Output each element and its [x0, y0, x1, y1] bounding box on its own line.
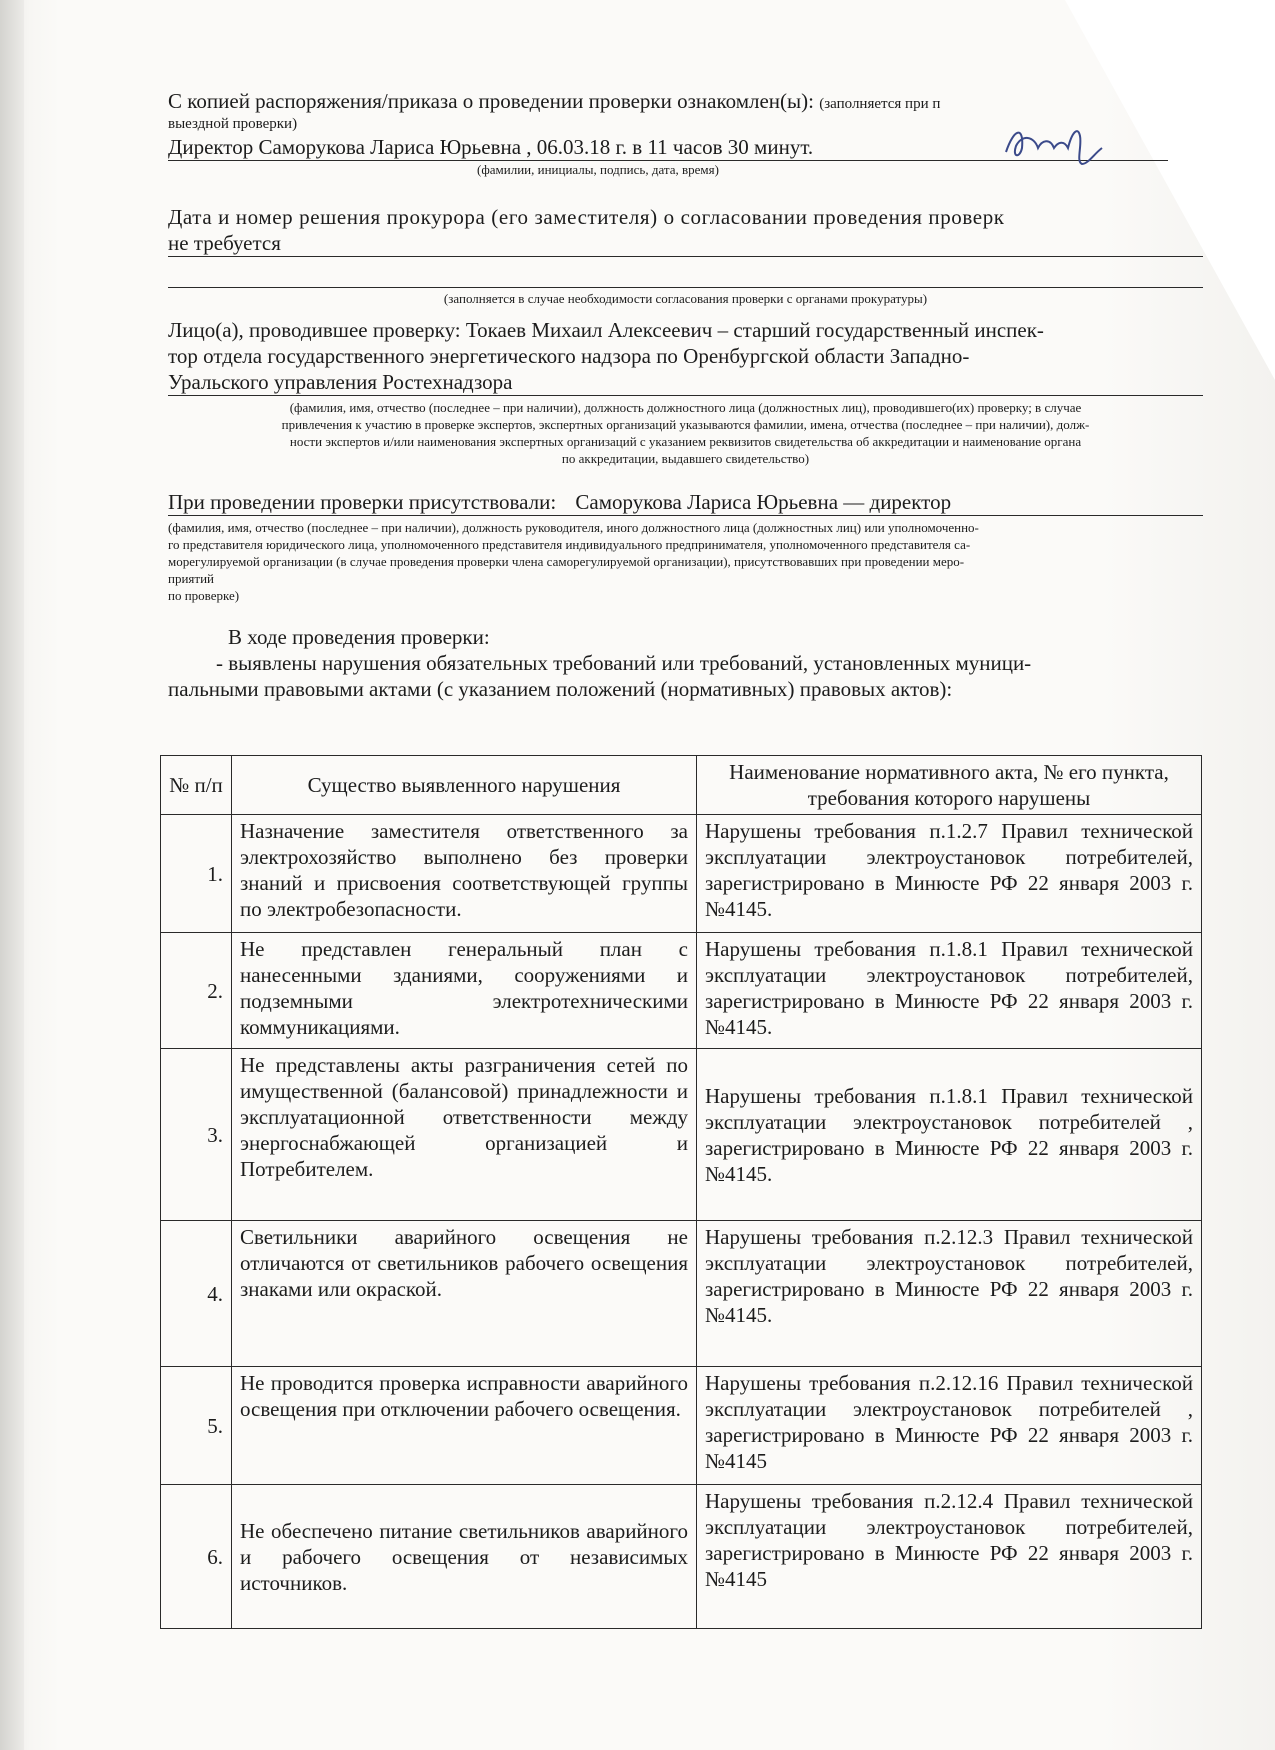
familiarized-caption: (фамилии, инициалы, подпись, дата, время) [477, 162, 719, 177]
findings-line-2: пальными правовыми актами (с указанием положений (нормативных) правовых актов): [168, 677, 953, 701]
familiarized-section [168, 88, 1203, 178]
row-num: 5. [161, 1367, 232, 1485]
row-desc: Светильники аварийного освещения не отличаются от светильников рабочего освещения знаками или окраской. [232, 1221, 697, 1367]
inspector-line-2: тор отдела государственного энергетического надзора по Оренбургской области Западно- [168, 344, 970, 368]
row-act: Нарушены требования п.2.12.16 Правил технической эксплуатации электроустановок потребителей , зарегистрировано в Минюсте РФ 22 января 2003 г. №4145 [697, 1367, 1202, 1485]
familiarized-note-end: выездной проверки) [168, 116, 298, 132]
table-row [161, 1221, 1202, 1367]
violations-table [160, 755, 1202, 1629]
findings-line-1: - выявлены нарушения обязательных требований или требований, установленных муници- [216, 651, 1032, 675]
row-act: Нарушены требования п.1.8.1 Правил технической эксплуатации электроустановок потребителей , зарегистрировано в Минюсте РФ 22 января 2003 г. №4145. [697, 1049, 1202, 1221]
findings-intro: В ходе проведения проверки: [228, 625, 490, 649]
row-desc: Назначение заместителя ответственного за электрохозяйство выполнено без проверки знаний и присвоения соответствующей группы по электробезопасности. [232, 815, 697, 933]
header-num: № п/п [161, 756, 232, 815]
familiarized-label: С копией распоряжения/приказа о проведении проверки ознакомлен(ы): [168, 89, 814, 113]
row-desc: Не проводится проверка исправности аварийного освещения при отключении рабочего освещения. [232, 1367, 697, 1485]
row-desc: Не обеспечено питание светильников аварийного и рабочего освещения от независимых источников. [232, 1485, 697, 1629]
present-caption-3: морегулируемой организации (в случае проведения проверки члена саморегулируемой организации), присутствовавших при проведении меро- [168, 554, 965, 569]
row-num: 4. [161, 1221, 232, 1367]
signature-mark [998, 118, 1108, 170]
prosecutor-section [168, 204, 1203, 307]
row-num: 2. [161, 933, 232, 1049]
present-caption-2: го представителя юридического лица, уполномоченного представителя индивидуального предпринимателя, уполномоченного представителя са- [168, 537, 971, 552]
row-num: 1. [161, 815, 232, 933]
present-caption-5: по проверке) [168, 588, 240, 603]
row-act: Нарушены требования п.1.8.1 Правил технической эксплуатации электроустановок потребителей, зарегистрировано в Минюсте РФ 22 января 2003 г. №4145. [697, 933, 1202, 1049]
prosecutor-line-2: не требуется [168, 230, 1203, 257]
table-row [161, 1485, 1202, 1629]
table-row [161, 815, 1202, 933]
inspector-caption-1: (фамилия, имя, отчество (последнее – при наличии), должность должностного лица (должностных лиц), проводившего(их) проверку; в случае [289, 400, 1082, 415]
familiarized-value: Директор Саморукова Лариса Юрьевна , 06.03.18 г. в 11 часов 30 минут. [168, 135, 814, 159]
familiarized-value-line [168, 134, 1168, 161]
row-act: Нарушены требования п.1.2.7 Правил технической эксплуатации электроустановок потребителей, зарегистрировано в Минюсте РФ 22 января 2003 г. №4145. [697, 815, 1202, 933]
inspector-line-1: Лицо(а), проводившее проверку: Токаев Михаил Алексеевич – старший государственный инспек- [168, 318, 1044, 342]
page-left-edge [0, 0, 24, 1750]
row-act: Нарушены требования п.2.12.4 Правил технической эксплуатации электроустановок потребителей, зарегистрировано в Минюсте РФ 22 января 2003 г. №4145 [697, 1485, 1202, 1629]
present-value: Саморукова Лариса Юрьевна — директор [575, 490, 952, 514]
row-desc: Не представлены акты разграничения сетей по имущественной (балансовой) принадлежности и эксплуатационной ответственности между энергоснабжающей организацией и Потребителем. [232, 1049, 697, 1221]
document-body [168, 88, 1203, 702]
findings-section [168, 624, 1203, 702]
row-num: 3. [161, 1049, 232, 1221]
row-act: Нарушены требования п.2.12.3 Правил технической эксплуатации электроустановок потребителей, зарегистрировано в Минюсте РФ 22 января 2003 г. №4145. [697, 1221, 1202, 1367]
inspector-section [168, 317, 1203, 467]
table-row [161, 1049, 1202, 1221]
prosecutor-line-1: Дата и номер решения прокурора (его заместителя) о согласовании проведения проверк [168, 205, 1005, 229]
inspector-line-3: Уральского управления Ростехнадзора [168, 369, 1203, 396]
inspector-caption-2: привлечения к участию в проверке экспертов, экспертных организаций указываются фамилии, имена, отчества (последнее – при наличии), долж- [281, 417, 1090, 432]
present-caption-4: приятий [168, 571, 214, 586]
table-header-row [161, 756, 1202, 815]
header-act: Наименование нормативного акта, № его пункта, требования которого нарушены [697, 756, 1202, 815]
present-caption-1: (фамилия, имя, отчество (последнее – при наличии), должность руководителя, иного должностного лица (должностных лиц) или уполномоченно- [168, 520, 979, 535]
familiarized-note: (заполняется при п [819, 96, 941, 112]
present-label: При проведении проверки присутствовали: [168, 490, 557, 514]
inspector-caption-4: по аккредитации, выдавшего свидетельство) [561, 451, 810, 466]
table-row [161, 933, 1202, 1049]
header-desc: Существо выявленного нарушения [232, 756, 697, 815]
row-desc: Не представлен генеральный план с нанесенными зданиями, сооружениями и подземными электротехническими коммуникациями. [232, 933, 697, 1049]
row-num: 6. [161, 1485, 232, 1629]
inspector-caption-3: ности экспертов и/или наименования экспертных организаций с указанием реквизитов свидетельства об аккредитации и наименование органа [289, 434, 1082, 449]
table-row [161, 1367, 1202, 1485]
present-section [168, 489, 1203, 604]
prosecutor-caption: (заполняется в случае необходимости согласования проверки с органами прокуратуры) [443, 291, 928, 306]
